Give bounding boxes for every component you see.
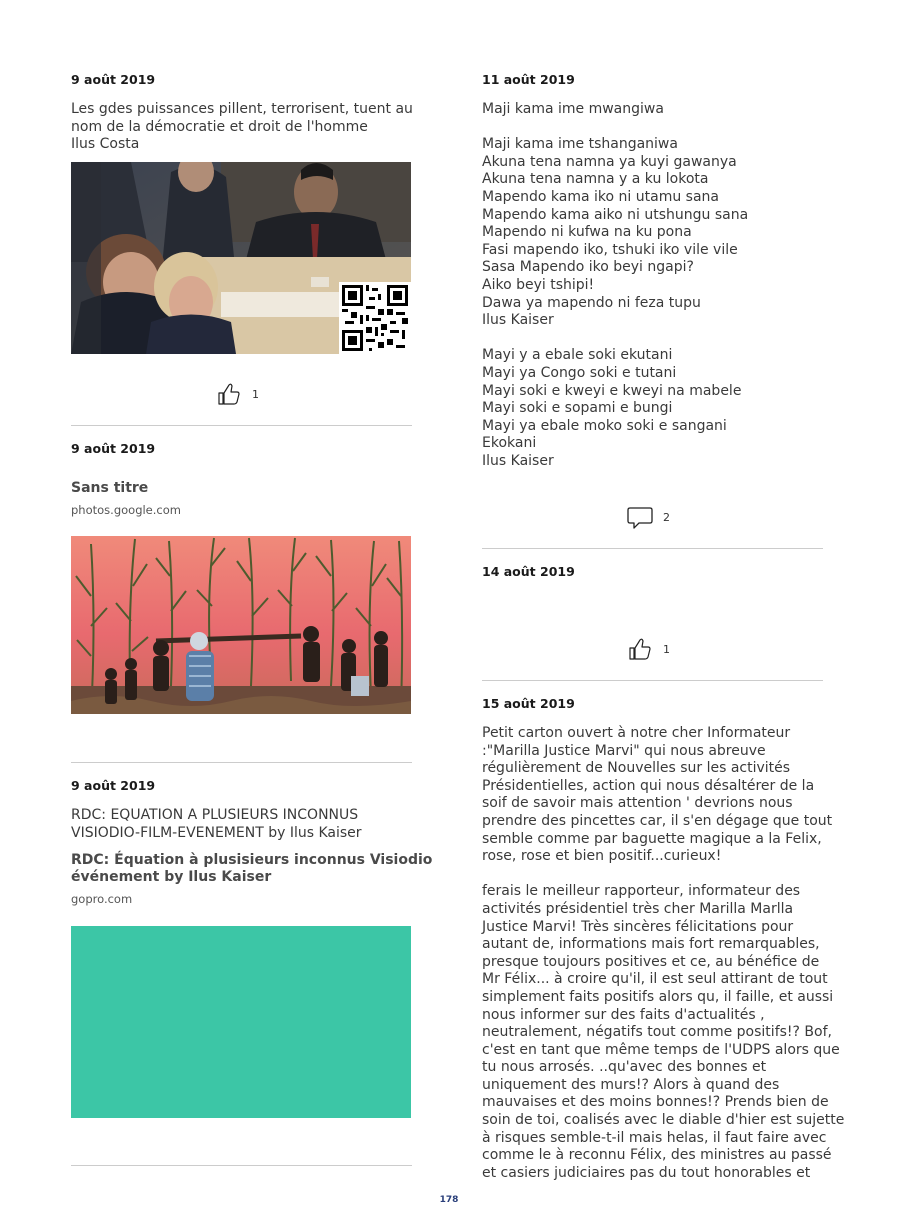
link-title-line: RDC: Équation à plusisieurs inconnus Visiodio [71, 852, 433, 868]
text-line: Présidentielles, action qui nous désaltérer de la [482, 777, 815, 794]
text-line: Maji kama ime tshanganiwa [482, 136, 678, 153]
post-photo-meeting[interactable] [71, 162, 411, 354]
like-reaction[interactable] [216, 381, 259, 407]
text-line: Aiko beyi tshipi! [482, 276, 595, 293]
text-line: Fasi mapendo iko, tshuki iko vile vile [482, 241, 738, 258]
text-line: Mapendo kama aiko ni utshungu sana [482, 206, 749, 223]
post-photo-painting[interactable] [71, 536, 411, 714]
post-date: 9 août 2019 [71, 778, 156, 793]
text-line: Ekokani [482, 435, 537, 452]
text-line: nous informer sur des faits d'actualités , [482, 1006, 765, 1023]
poem-text [482, 101, 827, 470]
text-line: régulièrement de Nouvelles sur les activités [482, 760, 791, 777]
video-preview[interactable] [71, 926, 411, 1118]
text-line: Dawa ya mapendo ni feza tupu [482, 294, 701, 311]
divider [482, 548, 823, 549]
text-line: Mayi ya Congo soki e tutani [482, 364, 677, 381]
link-title[interactable] [71, 852, 433, 886]
text-line: et casiers judiciaires pas du tout honorables et [482, 1164, 811, 1181]
comment-count: 2 [663, 510, 670, 524]
text-line: Mayi y a ebale soki ekutani [482, 347, 673, 364]
thumbs-up-icon [216, 381, 242, 407]
text-line: presque toujours positives et ce, au bénéfice de [482, 953, 820, 970]
text-line: Mayi ya ebale moko soki e sangani [482, 417, 727, 434]
text-line: rose, rose et bien positif...curieux! [482, 848, 722, 865]
text-line: soif de savoir mais attention ' devrions nous [482, 795, 793, 812]
thumbs-up-icon [627, 636, 653, 662]
text-line: Ilus Kaiser [482, 312, 554, 329]
text-line: Mapendo ni kufwa na ku pona [482, 224, 692, 241]
text-line: Mapendo kama iko ni utamu sana [482, 188, 719, 205]
post-date: 9 août 2019 [71, 72, 156, 87]
divider [71, 1165, 412, 1166]
text-line: Justice Marvi! Très sincères félicitations pour [482, 918, 794, 935]
divider [71, 425, 412, 426]
text-line: nom de la démocratie et droit de l'homme [71, 118, 368, 135]
like-count: 1 [663, 642, 670, 656]
text-line: simplement faits positifs alors qu, il faille, et aussi [482, 988, 834, 1005]
text-line: Ilus Costa [71, 136, 140, 153]
text-line: comme le à reconnu Félix, des ministres au passé [482, 1147, 832, 1164]
text-line: tu nous arrosés. ..qu'avec des bonnes et [482, 1059, 767, 1076]
link-title[interactable]: Sans titre [71, 480, 149, 496]
text-line: Mr Félix... à croire qu'il, il est seul attirant de tout [482, 971, 828, 988]
post-date: 14 août 2019 [482, 564, 575, 579]
text-line: Maji kama ime mwangiwa [482, 101, 664, 117]
like-count: 1 [252, 387, 259, 401]
text-line: Petit carton ouvert à notre cher Informateur [482, 725, 791, 741]
painting-image [71, 536, 411, 714]
post-date: 11 août 2019 [482, 72, 575, 87]
text-line: à risques semble-t-il mais helas, il faut faire avec [482, 1129, 827, 1146]
text-line: c'est en tant que même temps de l'UDPS alors que [482, 1041, 840, 1058]
text-line: Ilus Kaiser [482, 452, 554, 469]
text-line: activités présidentiel très cher Marilla Marlla [482, 900, 794, 917]
text-line: ferais le meilleur rapporteur, informateur des [482, 883, 801, 900]
text-line: mauvaises et des moins bonnes!? Prends bien de [482, 1094, 829, 1111]
comment-reaction[interactable] [627, 504, 670, 530]
text-line: Mayi soki e sopami e bungi [482, 400, 673, 417]
qr-code-icon [339, 282, 411, 354]
text-line: Mayi soki e kweyi e kweyi na mabele [482, 382, 742, 399]
post-date: 9 août 2019 [71, 441, 156, 456]
text-line: Akuna tena namna y a ku lokota [482, 171, 709, 188]
link-title-line: événement by Ilus Kaiser [71, 869, 272, 885]
link-source: photos.google.com [71, 503, 181, 517]
text-line: neutralement, négatifs tout comme positifs!? Bof, [482, 1024, 832, 1041]
text-line: :"Marilla Justice Marvi" qui nous abreuve [482, 742, 766, 759]
post-text [71, 807, 416, 842]
post-text [482, 725, 845, 1182]
link-source: gopro.com [71, 892, 133, 906]
speech-bubble-icon [627, 504, 653, 530]
post-text [71, 101, 416, 154]
text-line: Les gdes puissances pillent, terrorisent, tuent au [71, 101, 413, 117]
text-line: Sasa Mapendo iko beyi ngapi? [482, 259, 694, 276]
text-line: Akuna tena namna ya kuyi gawanya [482, 153, 737, 170]
text-line: semble comme par baguette magique a la Felix, [482, 830, 822, 847]
like-reaction[interactable] [627, 636, 670, 662]
divider [71, 762, 412, 763]
text-line: soin de toi, coalisés avec le diable d'hier est sujette [482, 1112, 845, 1129]
page-number: 178 [439, 1195, 459, 1205]
text-line: autant de, informations mais fort remarquables, [482, 936, 820, 953]
divider [482, 680, 823, 681]
text-line: VISIODIO-FILM-EVENEMENT by Ilus Kaiser [71, 824, 362, 841]
text-line: RDC: EQUATION A PLUSIEURS INCONNUS [71, 807, 359, 823]
text-line: prendre des pincettes car, il s'en dégage que tout [482, 812, 833, 829]
text-line: uniquement des murs!? Alors à quand des [482, 1076, 780, 1093]
post-date: 15 août 2019 [482, 696, 575, 711]
